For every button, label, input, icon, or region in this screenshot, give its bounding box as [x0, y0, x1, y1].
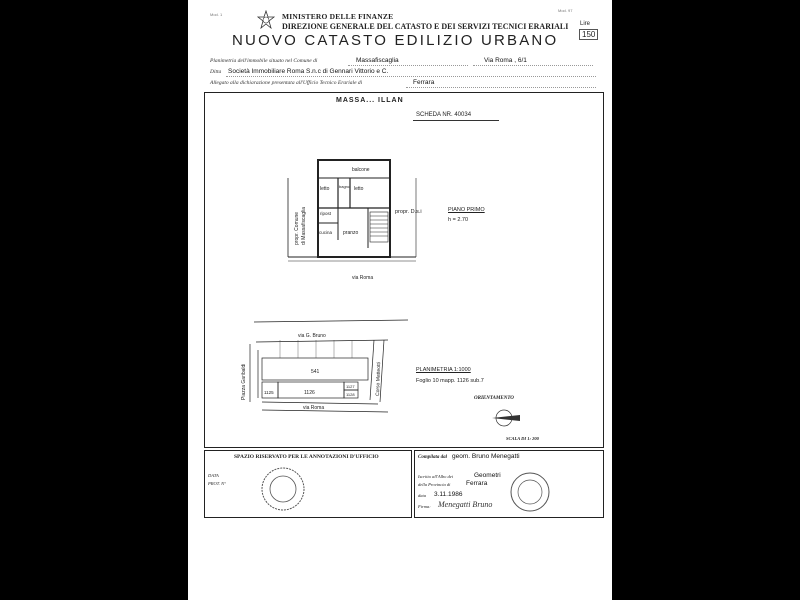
scala-label: SCALA DI 1: 200 — [506, 436, 539, 441]
via-value: Via Roma , 6/1 — [484, 57, 527, 64]
lot-1126: 1126 — [304, 390, 315, 396]
room-letto-1: letto — [320, 186, 330, 192]
lire-label: Lire — [580, 21, 591, 27]
planimetria-scale: PLANIMETRIA 1:1000 — [416, 367, 471, 373]
altezza-label: h = 2.70 — [448, 217, 469, 223]
orientamento-label: ORIENTAMENTO — [474, 396, 514, 401]
lot-1125: 1125 — [264, 390, 274, 395]
lire-value: 150 — [579, 29, 598, 40]
surveyor-stamp-icon — [508, 470, 552, 514]
plan-stamp: MASSA... ILLAN — [336, 97, 404, 104]
via-bruno-label: via G. Bruno — [298, 333, 326, 339]
data-firma-label: data — [418, 493, 427, 498]
scheda-number: SCHEDA NR. 40034 — [416, 112, 472, 118]
form-code-right: Mod. 97 — [558, 8, 573, 13]
room-letto-2: letto — [354, 186, 364, 192]
compilata-value: geom. Bruno Menegatti — [452, 453, 520, 460]
corso-label: Corso Matteotti — [375, 361, 383, 397]
piano-label: PIANO PRIMO — [448, 207, 485, 213]
comune-value: Massafiscaglia — [356, 57, 399, 64]
direction-name: DIREZIONE GENERALE DEL CATASTO E DEI SERVIZI TECNICI ERARIALI — [282, 22, 569, 31]
office-space-label: SPAZIO RISERVATO PER LE ANNOTAZIONI D'UFFICIO — [234, 454, 379, 460]
via-roma-plan: via Roma — [352, 275, 374, 281]
prot-label: PROT. N° — [208, 481, 226, 486]
republic-emblem-icon — [256, 10, 276, 30]
via-roma-map: via Roma — [303, 405, 325, 411]
ufficio-value: Ferrara — [413, 79, 435, 86]
room-cucina: cucina — [319, 230, 333, 235]
data-label: DATA — [208, 473, 219, 478]
document-title: NUOVO CATASTO EDILIZIO URBANO — [232, 32, 559, 49]
room-balcone: balcone — [352, 167, 370, 173]
propr-ovest-2: di Massafiscaglia — [301, 206, 307, 245]
foglio-mappale: Foglio 10 mapp. 1126 sub.7 — [416, 378, 484, 384]
provincia-label: della Provincia di — [418, 482, 451, 487]
propr-ovest: propr. Comune — [294, 211, 300, 245]
room-pranzo: pranzo — [343, 230, 359, 236]
lot-1128: 1128 — [346, 392, 355, 397]
office-stamp-icon — [258, 464, 308, 514]
data-firma-value: 3.11.1986 — [434, 491, 463, 498]
piazza-label: Piazza Garibaldi — [241, 363, 247, 400]
propr-est: propr. D.s.i — [395, 209, 422, 215]
north-arrow-icon — [484, 405, 524, 431]
lot-1127: 1127 — [346, 384, 355, 389]
ditta-value: Società Immobiliare Roma S.n.c di Gennari Vittorio e C. — [228, 68, 389, 75]
firma-label: Firma: — [418, 504, 431, 509]
office-box — [204, 450, 412, 518]
lot-541: 541 — [311, 369, 320, 375]
albo-value: Geometri — [474, 472, 501, 479]
signature: Menegatti Bruno — [438, 500, 493, 509]
allegato-label: Allegato alla dichiarazione presentata all'Ufficio Tecnico Erariale di — [210, 80, 363, 86]
room-ripost: ripost — [320, 211, 332, 216]
ministry-name: MINISTERO DELLE FINANZE — [282, 12, 394, 21]
ditta-label: Ditta — [210, 69, 222, 75]
cadastral-map — [228, 310, 418, 420]
compilata-label: Compilata dal — [418, 455, 448, 460]
provincia-value: Ferrara — [466, 480, 488, 487]
form-code-left: Mod. 1 — [210, 12, 223, 17]
document-sheet — [188, 0, 612, 600]
planimetry-label: Planimetria dell'immobile situato nel Comune di — [210, 58, 318, 64]
room-bagno: bagno — [339, 184, 351, 189]
floor-plan — [278, 150, 418, 290]
iscritto-label: Iscritto all'Albo dei — [418, 474, 453, 479]
